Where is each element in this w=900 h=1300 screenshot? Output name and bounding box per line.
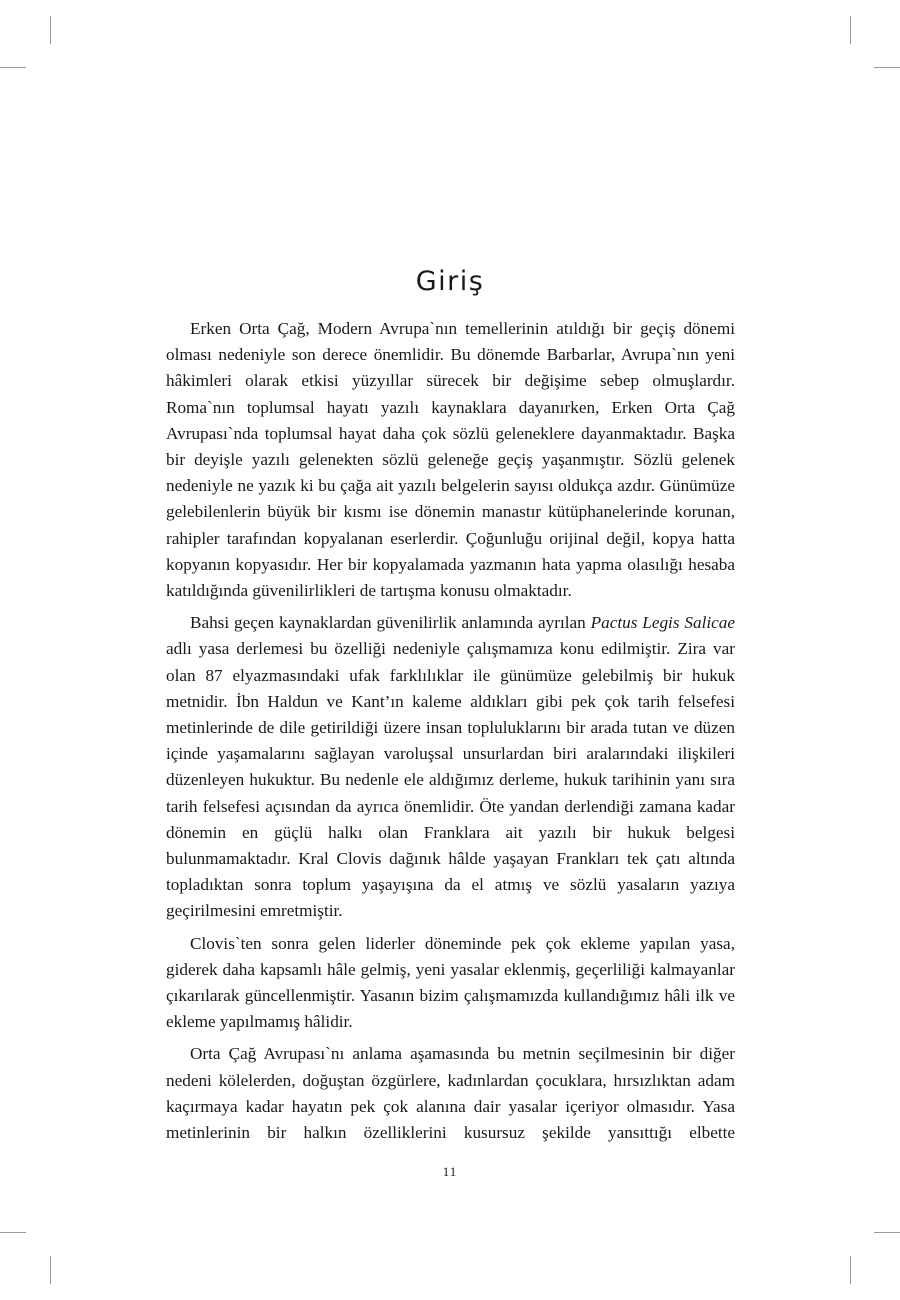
paragraph-3 [166, 931, 735, 1036]
chapter-title: Giriş [415, 266, 485, 297]
text-run: Clovis`ten sonra gelen liderler döneminde pek çok ekleme yapılan yasa, giderek daha kapsamlı hâle gelmiş, yeni yasalar eklenmiş, geçerliliği kalmayanlar çıkarılarak güncellenmiştir. Yasanın bizim çalışmamızda kullandığımız hâli ilk ve ekleme yapılmamış hâlidir. [166, 933, 735, 1032]
paragraph-2 [166, 610, 735, 924]
italic-title: Pactus Legis Salicae [590, 613, 735, 633]
crop-mark-bottom-left [50, 1256, 51, 1284]
crop-mark-bottom-right-h [874, 1232, 900, 1233]
text-run: Bahsi geçen kaynaklardan güvenilirlik anlamında ayrılan [190, 613, 591, 633]
paragraph-1 [166, 316, 735, 604]
crop-mark-top-left [50, 16, 51, 44]
paragraph-4 [166, 1041, 735, 1146]
page-number: 11 [442, 1164, 458, 1179]
text-run: Erken Orta Çağ, Modern Avrupa`nın temellerinin atıldığı bir geçiş dönemi olması nedeniyle son derece önemlidir. Bu dönemde Barbarlar, Avrupa`nın yeni hâkimleri olarak etkisi yüzyıllar sürecek bir değişime sebep olmuşlardır. Roma`nın toplumsal hayatı yazılı kaynaklara dayanırken, Erken Orta Çağ Avrupası`nda toplumsal hayat daha çok sözlü geleneklere dayanmaktadır. Başka bir deyişle yazılı gelenekten sözlü geleneğe geçiş yaşanmıştır. Sözlü gelenek nedeniyle ne yazık ki bu çağa ait yazılı belgelerin sayısı oldukça azdır. Günümüze gelebilenlerin büyük bir kısmı ise dönemin manastır kütüphanelerinde korunan, rahipler tarafından kopyalanan eserlerdir. Çoğunluğu orijinal değil, kopya hatta kopyanın kopyasıdır. Her bir kopyalamada yazmanın hata yapma olasılığı hesaba katıldığında güvenilirlikleri de tartışma konusu olmaktadır. [166, 319, 735, 601]
text-run: adlı yasa derlemesi bu özelliği nedeniyle çalışmamıza konu edilmiştir. Zira var olan 87 elyazmasındaki ufak farklılıklar ile günümüze gelebilmiş bir hukuk metnidir. İbn Haldun ve Kant’ın kaleme aldıkları gibi pek çok tarih felsefesi metinlerinde de dile getirildiği üzere insan topluluklarını bir arada tutan ve düzen içinde yaşamalarını sağlayan varoluşsal unsurlardan biri aralarındaki ilişkileri düzenleyen hukuktur. Bu nedenle ele aldığımız derleme, hukuk tarihinin yanı sıra tarih felsefesi açısından da ayrıca önemlidir. Öte yandan derlendiği zamana kadar dönemin en güçlü halkı olan Franklara ait yazılı bir hukuk belgesi bulunmamaktadır. Kral Clovis dağınık hâlde yaşayan Frankları tek çatı altında topladıktan sonra toplum yaşayışına da el atmış ve sözlü yasaların yazıya geçirilmesini emretmiştir. [166, 639, 735, 921]
crop-mark-top-left-h [0, 67, 26, 68]
body-text [166, 316, 735, 1152]
crop-mark-top-right [850, 16, 851, 44]
crop-mark-bottom-right [850, 1256, 851, 1284]
crop-mark-bottom-left-h [0, 1232, 26, 1233]
text-run: Orta Çağ Avrupası`nı anlama aşamasında bu metnin seçilmesinin bir diğer nedeni kölelerden, doğuştan özgürlere, kadınlardan çocuklara, hırsızlıktan adam kaçırmaya kadar hayatın pek çok alanına dair yasalar içeriyor olmasıdır. Yasa metinlerinin bir halkın özelliklerini kusursuz şekilde yansıttığı elbette [166, 1044, 735, 1143]
crop-mark-top-right-h [874, 67, 900, 68]
